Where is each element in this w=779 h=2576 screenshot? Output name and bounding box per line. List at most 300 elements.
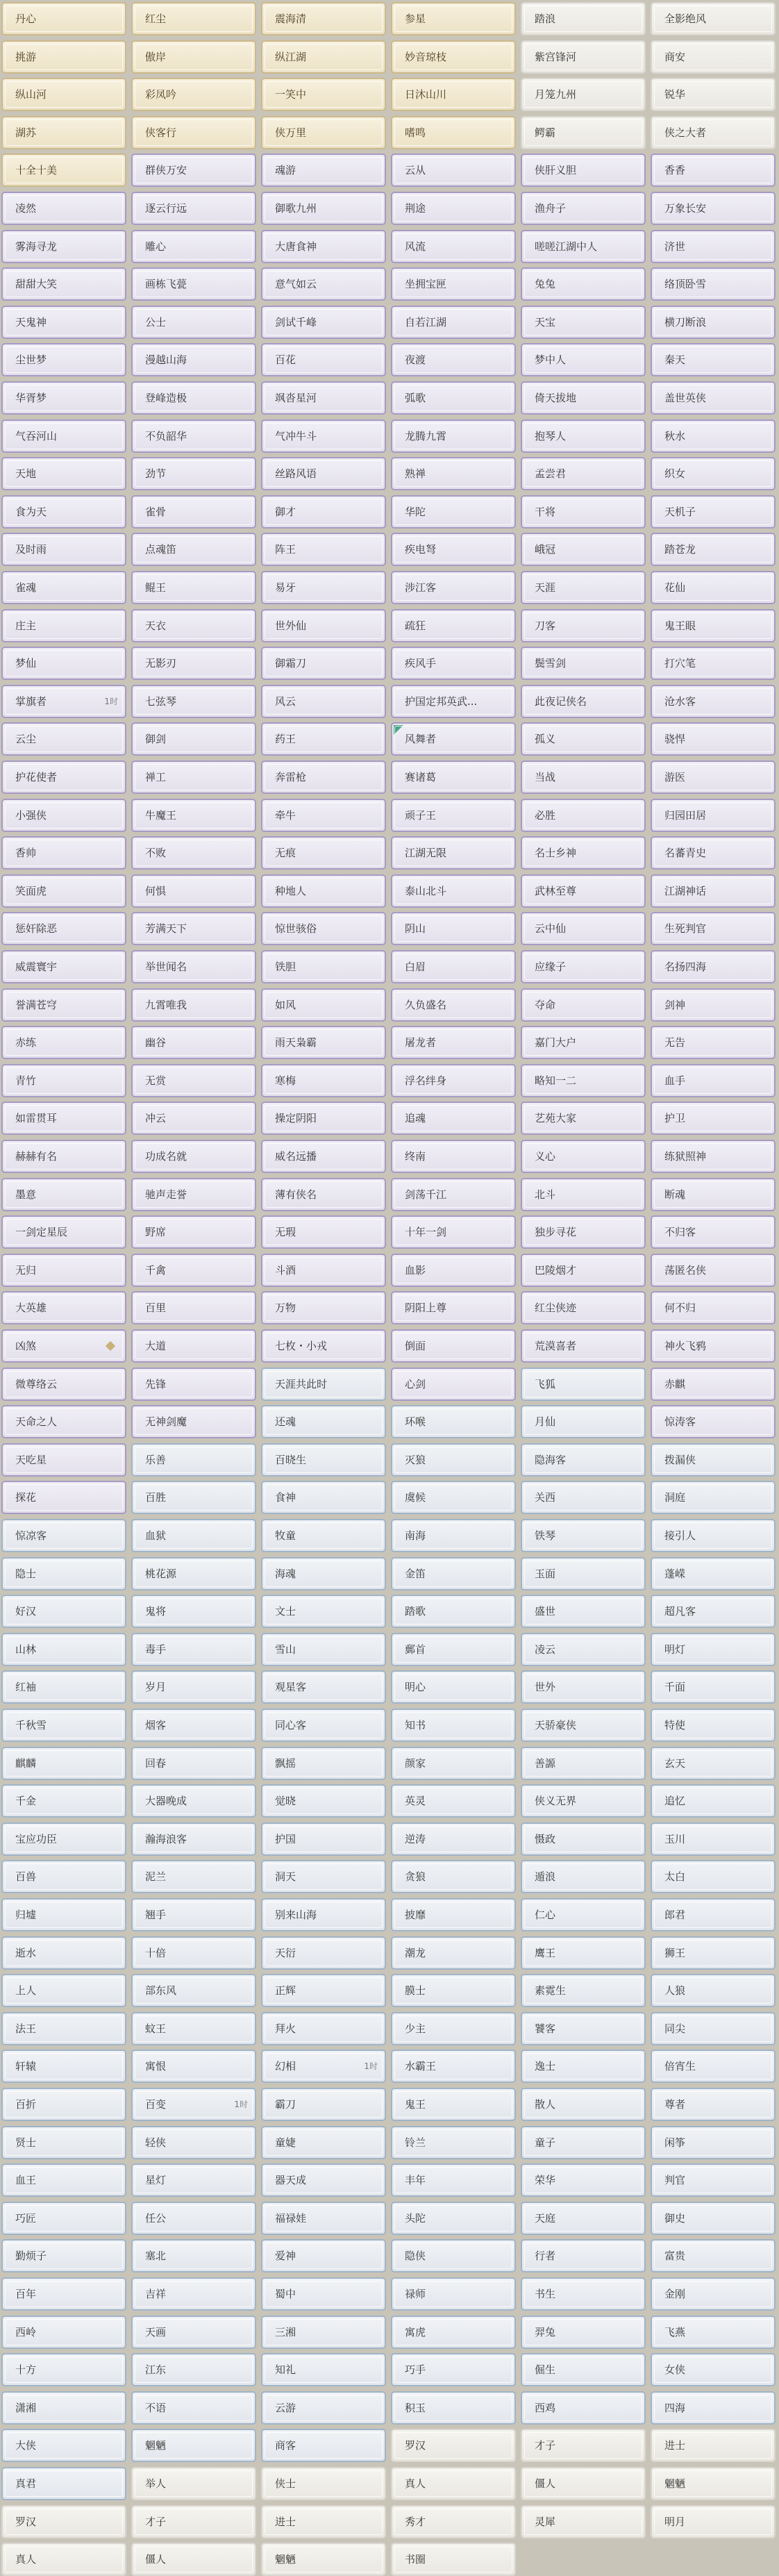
title-tile[interactable] bbox=[651, 40, 776, 74]
title-tile[interactable] bbox=[131, 2, 256, 35]
title-tile[interactable] bbox=[651, 2163, 776, 2197]
title-tile[interactable] bbox=[521, 306, 646, 339]
title-tile[interactable] bbox=[261, 2505, 386, 2538]
title-tile[interactable] bbox=[131, 609, 256, 642]
title-tile[interactable] bbox=[521, 722, 646, 756]
title-tile[interactable] bbox=[391, 419, 516, 453]
title-tile[interactable] bbox=[651, 1405, 776, 1438]
title-tile[interactable] bbox=[131, 457, 256, 490]
title-tile[interactable] bbox=[391, 1747, 516, 1780]
title-tile[interactable] bbox=[261, 533, 386, 566]
title-tile[interactable] bbox=[651, 267, 776, 301]
title-tile[interactable] bbox=[131, 912, 256, 945]
title-tile[interactable] bbox=[1, 874, 126, 908]
title-tile[interactable] bbox=[651, 836, 776, 870]
title-tile[interactable] bbox=[131, 40, 256, 74]
title-tile[interactable] bbox=[261, 761, 386, 794]
title-tile[interactable] bbox=[391, 1633, 516, 1666]
title-tile[interactable] bbox=[261, 1936, 386, 1970]
title-tile[interactable] bbox=[261, 306, 386, 339]
title-tile[interactable] bbox=[1, 116, 126, 149]
title-tile[interactable] bbox=[651, 1974, 776, 2007]
title-tile[interactable] bbox=[131, 1102, 256, 1135]
title-tile[interactable] bbox=[261, 1291, 386, 1324]
title-tile[interactable] bbox=[1, 1595, 126, 1628]
title-tile[interactable] bbox=[131, 533, 256, 566]
title-tile[interactable] bbox=[391, 1026, 516, 1059]
title-tile[interactable] bbox=[131, 2391, 256, 2425]
title-tile[interactable] bbox=[521, 1329, 646, 1363]
title-tile[interactable] bbox=[1, 1898, 126, 1931]
title-tile[interactable] bbox=[651, 1784, 776, 1818]
title-tile[interactable] bbox=[391, 1860, 516, 1893]
title-tile[interactable] bbox=[131, 1215, 256, 1249]
title-tile[interactable] bbox=[131, 1329, 256, 1363]
title-tile[interactable] bbox=[391, 78, 516, 111]
title-tile[interactable] bbox=[1, 343, 126, 376]
title-tile[interactable] bbox=[261, 1329, 386, 1363]
title-tile[interactable] bbox=[1, 1481, 126, 1514]
title-tile[interactable] bbox=[391, 1178, 516, 1211]
title-tile[interactable] bbox=[521, 381, 646, 415]
title-tile[interactable] bbox=[131, 2012, 256, 2045]
title-tile[interactable] bbox=[521, 343, 646, 376]
title-tile[interactable] bbox=[261, 1254, 386, 1287]
title-tile[interactable] bbox=[261, 609, 386, 642]
title-tile[interactable] bbox=[1, 571, 126, 604]
title-tile[interactable] bbox=[131, 1709, 256, 1742]
title-tile[interactable] bbox=[651, 647, 776, 680]
title-tile[interactable] bbox=[521, 2088, 646, 2121]
title-tile[interactable] bbox=[391, 571, 516, 604]
title-tile[interactable] bbox=[651, 2429, 776, 2462]
title-tile[interactable] bbox=[391, 988, 516, 1022]
title-tile[interactable] bbox=[521, 419, 646, 453]
title-tile[interactable] bbox=[521, 1102, 646, 1135]
title-tile[interactable] bbox=[651, 1860, 776, 1893]
title-tile[interactable] bbox=[261, 1974, 386, 2007]
title-tile[interactable] bbox=[651, 306, 776, 339]
title-tile[interactable] bbox=[131, 1481, 256, 1514]
title-tile[interactable] bbox=[261, 230, 386, 263]
title-tile[interactable] bbox=[651, 343, 776, 376]
title-tile[interactable] bbox=[521, 912, 646, 945]
title-tile[interactable] bbox=[131, 116, 256, 149]
title-tile[interactable] bbox=[521, 1443, 646, 1477]
title-tile[interactable] bbox=[131, 761, 256, 794]
title-tile[interactable] bbox=[1, 533, 126, 566]
title-tile[interactable] bbox=[261, 495, 386, 529]
title-tile[interactable] bbox=[651, 2316, 776, 2349]
title-tile[interactable] bbox=[521, 1784, 646, 1818]
title-tile[interactable] bbox=[131, 267, 256, 301]
title-tile[interactable] bbox=[521, 1215, 646, 1249]
title-tile[interactable] bbox=[651, 1557, 776, 1590]
title-tile[interactable] bbox=[261, 457, 386, 490]
title-tile[interactable] bbox=[1, 722, 126, 756]
title-tile[interactable] bbox=[131, 2543, 256, 2576]
title-tile[interactable] bbox=[261, 1215, 386, 1249]
title-tile[interactable] bbox=[521, 1481, 646, 1514]
title-tile[interactable] bbox=[521, 2239, 646, 2272]
title-tile[interactable] bbox=[651, 2012, 776, 2045]
title-tile[interactable] bbox=[391, 2467, 516, 2500]
title-tile[interactable] bbox=[651, 1102, 776, 1135]
title-tile[interactable] bbox=[261, 571, 386, 604]
title-tile[interactable] bbox=[521, 78, 646, 111]
title-tile[interactable] bbox=[1, 2, 126, 35]
title-tile[interactable] bbox=[651, 1747, 776, 1780]
title-tile[interactable] bbox=[391, 306, 516, 339]
title-tile[interactable] bbox=[261, 1557, 386, 1590]
title-tile[interactable] bbox=[261, 1481, 386, 1514]
title-tile[interactable] bbox=[391, 685, 516, 718]
title-tile[interactable] bbox=[391, 2, 516, 35]
title-tile[interactable] bbox=[391, 2353, 516, 2386]
title-tile[interactable] bbox=[651, 116, 776, 149]
title-tile[interactable] bbox=[521, 2, 646, 35]
title-tile[interactable] bbox=[651, 912, 776, 945]
title-tile[interactable] bbox=[131, 1026, 256, 1059]
title-tile[interactable] bbox=[391, 1064, 516, 1097]
title-tile[interactable] bbox=[261, 874, 386, 908]
title-tile[interactable] bbox=[391, 874, 516, 908]
title-tile[interactable] bbox=[1, 192, 126, 225]
title-tile[interactable] bbox=[261, 1747, 386, 1780]
title-tile[interactable] bbox=[261, 2391, 386, 2425]
title-tile[interactable] bbox=[391, 1709, 516, 1742]
title-tile[interactable] bbox=[391, 1974, 516, 2007]
title-tile[interactable] bbox=[131, 1936, 256, 1970]
title-tile[interactable] bbox=[131, 988, 256, 1022]
title-tile[interactable] bbox=[391, 116, 516, 149]
title-tile[interactable] bbox=[261, 1140, 386, 1173]
title-tile[interactable] bbox=[391, 722, 516, 756]
title-tile[interactable] bbox=[521, 761, 646, 794]
title-tile[interactable] bbox=[391, 192, 516, 225]
title-tile[interactable] bbox=[131, 1405, 256, 1438]
title-tile[interactable] bbox=[131, 419, 256, 453]
title-tile[interactable] bbox=[131, 1368, 256, 1401]
title-tile[interactable] bbox=[1, 2391, 126, 2425]
title-tile[interactable] bbox=[521, 1140, 646, 1173]
title-tile[interactable] bbox=[521, 457, 646, 490]
title-tile[interactable] bbox=[521, 1557, 646, 1590]
title-tile[interactable] bbox=[521, 2277, 646, 2311]
title-tile[interactable] bbox=[1, 685, 126, 718]
title-tile[interactable] bbox=[1, 306, 126, 339]
title-tile[interactable] bbox=[131, 1822, 256, 1856]
title-tile[interactable] bbox=[391, 2239, 516, 2272]
title-tile[interactable] bbox=[1, 1026, 126, 1059]
title-tile[interactable] bbox=[651, 2467, 776, 2500]
title-tile[interactable] bbox=[131, 1595, 256, 1628]
title-tile[interactable] bbox=[651, 571, 776, 604]
title-tile[interactable] bbox=[131, 2277, 256, 2311]
title-tile[interactable] bbox=[131, 1557, 256, 1590]
title-tile[interactable] bbox=[1, 2050, 126, 2083]
title-tile[interactable] bbox=[1, 1368, 126, 1401]
title-tile[interactable] bbox=[131, 1519, 256, 1552]
title-tile[interactable] bbox=[521, 609, 646, 642]
title-tile[interactable] bbox=[261, 1102, 386, 1135]
title-tile[interactable] bbox=[651, 1633, 776, 1666]
title-tile[interactable] bbox=[521, 116, 646, 149]
title-tile[interactable] bbox=[261, 2088, 386, 2121]
title-tile[interactable] bbox=[391, 2505, 516, 2538]
title-tile[interactable] bbox=[651, 153, 776, 187]
title-tile[interactable] bbox=[131, 1254, 256, 1287]
title-tile[interactable] bbox=[651, 2, 776, 35]
title-tile[interactable] bbox=[391, 1784, 516, 1818]
title-tile[interactable] bbox=[261, 722, 386, 756]
title-tile[interactable] bbox=[261, 1633, 386, 1666]
title-tile[interactable] bbox=[1, 912, 126, 945]
title-tile[interactable] bbox=[651, 1254, 776, 1287]
title-tile[interactable] bbox=[391, 40, 516, 74]
title-tile[interactable] bbox=[1, 1178, 126, 1211]
title-tile[interactable] bbox=[391, 836, 516, 870]
title-tile[interactable] bbox=[521, 1633, 646, 1666]
title-tile[interactable] bbox=[261, 912, 386, 945]
title-tile[interactable] bbox=[261, 1064, 386, 1097]
title-tile[interactable] bbox=[651, 533, 776, 566]
title-tile[interactable] bbox=[521, 1368, 646, 1401]
title-tile[interactable] bbox=[131, 2353, 256, 2386]
title-tile[interactable] bbox=[261, 267, 386, 301]
title-tile[interactable] bbox=[131, 2316, 256, 2349]
title-tile[interactable] bbox=[261, 1405, 386, 1438]
title-tile[interactable] bbox=[1, 950, 126, 983]
title-tile[interactable] bbox=[1, 2353, 126, 2386]
title-tile[interactable] bbox=[131, 153, 256, 187]
title-tile[interactable] bbox=[391, 153, 516, 187]
title-tile[interactable] bbox=[1, 836, 126, 870]
title-tile[interactable] bbox=[651, 988, 776, 1022]
title-tile[interactable] bbox=[261, 2, 386, 35]
title-tile[interactable] bbox=[261, 647, 386, 680]
title-tile[interactable] bbox=[521, 1747, 646, 1780]
title-tile[interactable] bbox=[261, 1368, 386, 1401]
title-tile[interactable] bbox=[521, 1254, 646, 1287]
title-tile[interactable] bbox=[651, 1936, 776, 1970]
title-tile[interactable] bbox=[651, 1670, 776, 1704]
title-tile[interactable] bbox=[261, 1595, 386, 1628]
title-tile[interactable] bbox=[1, 1974, 126, 2007]
title-tile[interactable] bbox=[131, 647, 256, 680]
title-tile[interactable] bbox=[1, 2543, 126, 2576]
title-tile[interactable] bbox=[391, 2316, 516, 2349]
title-tile[interactable] bbox=[521, 230, 646, 263]
title-tile[interactable] bbox=[261, 1670, 386, 1704]
title-tile[interactable] bbox=[391, 2012, 516, 2045]
title-tile[interactable] bbox=[261, 1784, 386, 1818]
title-tile[interactable] bbox=[131, 722, 256, 756]
title-tile[interactable] bbox=[261, 40, 386, 74]
title-tile[interactable] bbox=[651, 1215, 776, 1249]
title-tile[interactable] bbox=[391, 1557, 516, 1590]
title-tile[interactable] bbox=[261, 2202, 386, 2235]
title-tile[interactable] bbox=[651, 1709, 776, 1742]
title-tile[interactable] bbox=[521, 2316, 646, 2349]
title-tile[interactable] bbox=[1, 1064, 126, 1097]
title-tile[interactable] bbox=[1, 2467, 126, 2500]
title-tile[interactable] bbox=[261, 116, 386, 149]
title-tile[interactable] bbox=[261, 2277, 386, 2311]
title-tile[interactable] bbox=[521, 1709, 646, 1742]
title-tile[interactable] bbox=[521, 2429, 646, 2462]
title-tile[interactable] bbox=[391, 1936, 516, 1970]
title-tile[interactable] bbox=[1, 2088, 126, 2121]
title-tile[interactable] bbox=[1, 1443, 126, 1477]
title-tile[interactable] bbox=[521, 1595, 646, 1628]
title-tile[interactable] bbox=[651, 2391, 776, 2425]
title-tile[interactable] bbox=[1, 1860, 126, 1893]
title-tile[interactable] bbox=[521, 2505, 646, 2538]
title-tile[interactable] bbox=[131, 799, 256, 832]
title-tile[interactable] bbox=[651, 192, 776, 225]
title-tile[interactable] bbox=[391, 495, 516, 529]
title-tile[interactable] bbox=[261, 343, 386, 376]
title-tile[interactable] bbox=[391, 1368, 516, 1401]
title-tile[interactable] bbox=[1, 419, 126, 453]
title-tile[interactable] bbox=[521, 1860, 646, 1893]
title-tile[interactable] bbox=[521, 40, 646, 74]
title-tile[interactable] bbox=[261, 1178, 386, 1211]
title-tile[interactable] bbox=[131, 192, 256, 225]
title-tile[interactable] bbox=[261, 1709, 386, 1742]
title-tile[interactable] bbox=[1, 1405, 126, 1438]
title-tile[interactable] bbox=[131, 1633, 256, 1666]
title-tile[interactable] bbox=[651, 761, 776, 794]
title-tile[interactable] bbox=[131, 230, 256, 263]
title-tile[interactable] bbox=[131, 306, 256, 339]
title-tile[interactable] bbox=[261, 1519, 386, 1552]
title-tile[interactable] bbox=[391, 2429, 516, 2462]
title-tile[interactable] bbox=[391, 1140, 516, 1173]
title-tile[interactable] bbox=[391, 799, 516, 832]
title-tile[interactable] bbox=[261, 2239, 386, 2272]
title-tile[interactable] bbox=[1, 1709, 126, 1742]
title-tile[interactable] bbox=[131, 343, 256, 376]
title-tile[interactable] bbox=[1, 1519, 126, 1552]
title-tile[interactable] bbox=[261, 2353, 386, 2386]
title-tile[interactable] bbox=[261, 1026, 386, 1059]
title-tile[interactable] bbox=[1, 1254, 126, 1287]
title-tile[interactable] bbox=[521, 2012, 646, 2045]
title-tile[interactable] bbox=[131, 2239, 256, 2272]
title-tile[interactable] bbox=[651, 2126, 776, 2159]
title-tile[interactable] bbox=[521, 2126, 646, 2159]
title-tile[interactable] bbox=[131, 2050, 256, 2083]
title-tile[interactable] bbox=[391, 1822, 516, 1856]
title-tile[interactable] bbox=[131, 1178, 256, 1211]
title-tile[interactable] bbox=[521, 2050, 646, 2083]
title-tile[interactable] bbox=[261, 2429, 386, 2462]
title-tile[interactable] bbox=[391, 1329, 516, 1363]
title-tile[interactable] bbox=[391, 1443, 516, 1477]
title-tile[interactable] bbox=[131, 1443, 256, 1477]
title-tile[interactable] bbox=[521, 836, 646, 870]
title-tile[interactable] bbox=[131, 381, 256, 415]
title-tile[interactable] bbox=[1, 1670, 126, 1704]
title-tile[interactable] bbox=[651, 78, 776, 111]
title-tile[interactable] bbox=[521, 647, 646, 680]
title-tile[interactable] bbox=[131, 1860, 256, 1893]
title-tile[interactable] bbox=[391, 457, 516, 490]
title-tile[interactable] bbox=[391, 1595, 516, 1628]
title-tile[interactable] bbox=[391, 1481, 516, 1514]
title-tile[interactable] bbox=[1, 1329, 126, 1363]
title-tile[interactable] bbox=[651, 609, 776, 642]
title-tile[interactable] bbox=[391, 1254, 516, 1287]
title-tile[interactable] bbox=[261, 78, 386, 111]
title-tile[interactable] bbox=[651, 1443, 776, 1477]
title-tile[interactable] bbox=[521, 1936, 646, 1970]
title-tile[interactable] bbox=[521, 192, 646, 225]
title-tile[interactable] bbox=[1, 988, 126, 1022]
title-tile[interactable] bbox=[131, 1784, 256, 1818]
title-tile[interactable] bbox=[521, 685, 646, 718]
title-tile[interactable] bbox=[131, 1064, 256, 1097]
title-tile[interactable] bbox=[261, 153, 386, 187]
title-tile[interactable] bbox=[391, 1215, 516, 1249]
title-tile[interactable] bbox=[651, 950, 776, 983]
title-tile[interactable] bbox=[391, 761, 516, 794]
title-tile[interactable] bbox=[521, 1064, 646, 1097]
title-tile[interactable] bbox=[1, 1747, 126, 1780]
title-tile[interactable] bbox=[391, 647, 516, 680]
title-tile[interactable] bbox=[651, 1595, 776, 1628]
title-tile[interactable] bbox=[1, 1102, 126, 1135]
title-tile[interactable] bbox=[391, 343, 516, 376]
title-tile[interactable] bbox=[391, 2088, 516, 2121]
title-tile[interactable] bbox=[521, 533, 646, 566]
title-tile[interactable] bbox=[521, 1291, 646, 1324]
title-tile[interactable] bbox=[651, 495, 776, 529]
title-tile[interactable] bbox=[651, 1822, 776, 1856]
title-tile[interactable] bbox=[521, 1405, 646, 1438]
title-tile[interactable] bbox=[261, 2543, 386, 2576]
title-tile[interactable] bbox=[391, 2543, 516, 2576]
title-tile[interactable] bbox=[261, 2467, 386, 2500]
title-tile[interactable] bbox=[131, 2505, 256, 2538]
title-tile[interactable] bbox=[651, 1519, 776, 1552]
title-tile[interactable] bbox=[1, 78, 126, 111]
title-tile[interactable] bbox=[261, 381, 386, 415]
title-tile[interactable] bbox=[261, 1443, 386, 1477]
title-tile[interactable] bbox=[1, 153, 126, 187]
title-tile[interactable] bbox=[521, 988, 646, 1022]
title-tile[interactable] bbox=[131, 874, 256, 908]
title-tile[interactable] bbox=[1, 609, 126, 642]
title-tile[interactable] bbox=[651, 381, 776, 415]
title-tile[interactable] bbox=[131, 950, 256, 983]
title-tile[interactable] bbox=[521, 1026, 646, 1059]
title-tile[interactable] bbox=[131, 2088, 256, 2121]
title-tile[interactable] bbox=[391, 1519, 516, 1552]
title-tile[interactable] bbox=[391, 1405, 516, 1438]
title-tile[interactable] bbox=[651, 230, 776, 263]
title-tile[interactable] bbox=[521, 2353, 646, 2386]
title-tile[interactable] bbox=[131, 1898, 256, 1931]
title-tile[interactable] bbox=[521, 2391, 646, 2425]
title-tile[interactable] bbox=[131, 2467, 256, 2500]
title-tile[interactable] bbox=[1, 2316, 126, 2349]
title-tile[interactable] bbox=[1, 457, 126, 490]
title-tile[interactable] bbox=[651, 2088, 776, 2121]
title-tile[interactable] bbox=[1, 1784, 126, 1818]
